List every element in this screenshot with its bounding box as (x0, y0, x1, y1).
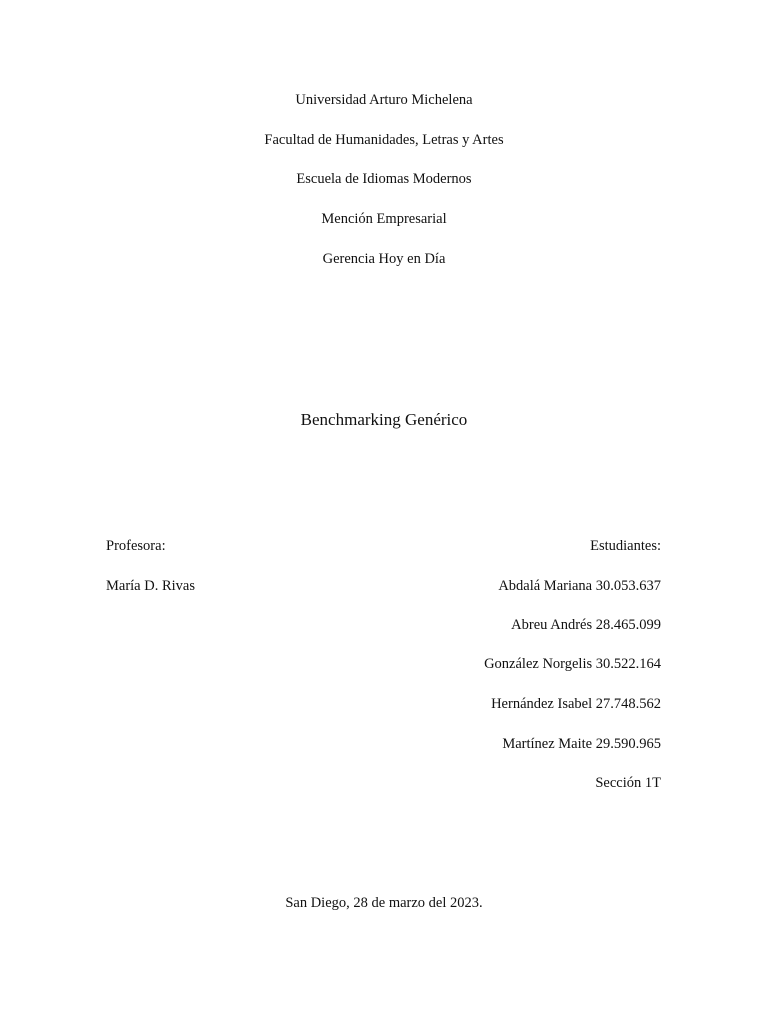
student-item: Abreu Andrés 28.465.099 (511, 617, 661, 633)
student-item: Abdalá Mariana 30.053.637 (498, 578, 661, 594)
mention-name: Mención Empresarial (321, 211, 447, 227)
university-name: Universidad Arturo Michelena (295, 92, 473, 108)
student-item: Hernández Isabel 27.748.562 (491, 696, 661, 712)
course-name: Gerencia Hoy en Día (322, 251, 446, 267)
students-label: Estudiantes: (590, 538, 661, 554)
document-title: Benchmarking Genérico (300, 410, 468, 429)
professor-name: María D. Rivas (106, 578, 195, 594)
place-date: San Diego, 28 de marzo del 2023. (285, 895, 483, 911)
section-label: Sección 1T (595, 775, 661, 791)
school-name: Escuela de Idiomas Modernos (296, 171, 472, 187)
student-item: Martínez Maite 29.590.965 (502, 736, 661, 752)
professor-label: Profesora: (106, 538, 166, 554)
faculty-name: Facultad de Humanidades, Letras y Artes (264, 132, 504, 148)
student-item: González Norgelis 30.522.164 (484, 656, 661, 672)
